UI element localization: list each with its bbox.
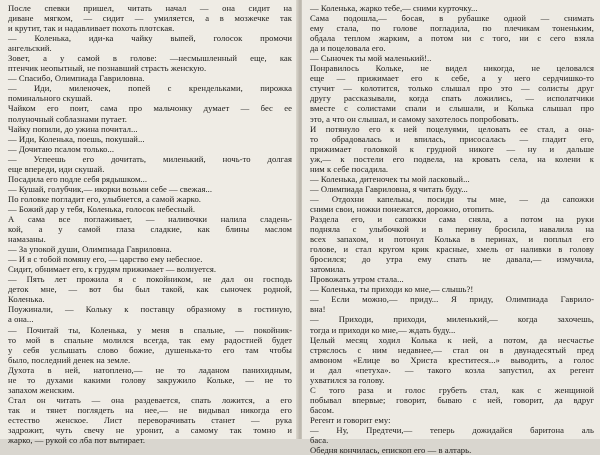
text-line: кой, а у самой глаза сладкие, как блины маслом bbox=[8, 224, 292, 235]
text-line: всех запахом, и потонул Колька в перинах, и поплыл его bbox=[310, 234, 594, 245]
text-line: — Дочитаю псалом только... bbox=[8, 143, 115, 154]
text-line: ангельский. bbox=[8, 43, 52, 54]
text-line: Понравилось Кольке, не видел никогда, не целовался bbox=[310, 63, 594, 74]
text-line: тогда и приходи ко мне,— ждать буду... bbox=[310, 324, 456, 335]
right-page bbox=[302, 0, 600, 455]
text-line: По головке погладит его, улыбнется, а самой жарко. bbox=[8, 193, 201, 204]
text-line: Сидит, обнимает его, к грудям прижимает — волнуется. bbox=[8, 264, 217, 275]
text-line: ухватился за голову. bbox=[310, 374, 385, 385]
text-line: — Сыночек ты мой маленький!.. bbox=[310, 53, 432, 64]
text-line: Зовет, а у самой в голове: —несмышленный еще, как bbox=[8, 53, 292, 64]
text-line: — Успеешь его дочитать, миленький, ночь-то долгая bbox=[8, 153, 292, 164]
text-line: то мой в спальне молился всегда, так ему радостней будет bbox=[8, 334, 292, 345]
text-line: побывал впервые; говорит, бываю с ней, говорит, да вдруг bbox=[310, 394, 594, 405]
text-line: Поужинали, — Кольку к поставцу образному в гостиную, bbox=[8, 304, 292, 315]
text-line: вна! bbox=[310, 304, 326, 315]
text-line: запахом женским. bbox=[8, 384, 75, 395]
text-line: задрожит, чуть свечу не уронит, а самому так томно и bbox=[8, 424, 292, 435]
text-line: — Иди, Коленька, поешь, покушай... bbox=[8, 133, 145, 144]
text-line: — Спасибо, Олимпиада Гавриловна. bbox=[8, 73, 145, 84]
text-line: — И я с тобой помяну его, — царство ему небесное. bbox=[8, 254, 203, 265]
text-line: — Почитай ты, Коленька, у меня в спальне, — покойник- bbox=[8, 324, 292, 335]
text-line: так и тянет поглядеть на нее,— не видывал никогда его bbox=[8, 404, 292, 415]
text-line: — Коленька, дитеночек ты мой ласковый... bbox=[310, 173, 470, 184]
text-line: Раздела его, и сапожки сама сняла, а потом на руки bbox=[310, 213, 594, 224]
text-line: И потянуло его к ней поцелуями, целовать ее стал, а она- bbox=[310, 123, 594, 134]
text-line: да и поцеловала его. bbox=[310, 43, 386, 54]
text-line: и крутит, так и надавливает похоть плотская. bbox=[8, 23, 175, 34]
text-line: — Если можно,— приду... Я приду, Олимпиада Гаврило- bbox=[310, 294, 594, 305]
text-line: не то духами какими голову закружило Кольке, — не то bbox=[8, 374, 292, 385]
text-line: а она... bbox=[8, 314, 34, 325]
text-line: басом. bbox=[310, 404, 335, 415]
text-line: было, последний денек на земле. bbox=[8, 354, 131, 365]
text-line: обдала теплом жарким, а потом ни с того, ни с сего взяла bbox=[310, 33, 594, 44]
text-line: сними свои, ножки понежатся, дорожно, отопить. bbox=[310, 203, 495, 214]
text-line: ним к себе посадила. bbox=[310, 163, 389, 174]
text-line: это, а что он слышал, и самому захотелось попробовать. bbox=[310, 113, 519, 124]
text-line: еще — прижимает его к себе, а у него сердчишко-то bbox=[310, 73, 594, 84]
text-line: диване мягком, — сидит — умиляется, а в мозжечке так bbox=[8, 13, 292, 24]
text-line: полуночный соблазнами путает. bbox=[8, 113, 127, 124]
text-line: После спевки пришел, читать начал — она сидит на bbox=[8, 3, 292, 13]
text-line: С того раза и голос грубеть стал, как с женщиной bbox=[310, 384, 594, 395]
text-line: уж,— к постели его подвела, на кровать села, на колени к bbox=[310, 153, 594, 164]
text-line: бросился; до утра ему спать не давала,— измучила, bbox=[310, 254, 594, 265]
text-line: Сама подошла,— босая, в рубашке одной — снимать bbox=[310, 13, 594, 24]
text-line: птенчик неопытный, не познавший страсть женскую. bbox=[8, 63, 207, 74]
text-line: Чайком его поит, сама про мальчонку думает — бес ее bbox=[8, 103, 292, 114]
text-line: затомила. bbox=[310, 264, 346, 275]
text-line: — Отдохни капелькы, посиди ты мне, — да сапожки bbox=[310, 193, 594, 204]
text-line: А сама все поглаживает, — наливочки налила сладень- bbox=[8, 213, 292, 224]
text-line: и дал «петуха». — такого козла запустил, ах регент bbox=[310, 364, 594, 375]
text-line: — Коленька, ты приходи ко мне,— слышь?! bbox=[310, 284, 474, 295]
text-line: — Кушай, голубчик,— икорки возьми себе — свежая... bbox=[8, 183, 213, 194]
text-line: баса. bbox=[310, 435, 329, 446]
text-line: жарко, — рукой со лба пот вытирает. bbox=[8, 435, 146, 446]
text-line: поминального скушай. bbox=[8, 93, 93, 104]
text-line: еще впереди, иди скушай. bbox=[8, 163, 105, 174]
text-line: Обедня кончилась, епископ его — в алтарь. bbox=[310, 445, 472, 455]
text-line: — Коленька, иди-ка чайку выпей, голосок промочи bbox=[8, 33, 292, 44]
text-line: естество женское. Лист переворачивать станет — рука bbox=[8, 414, 292, 425]
text-line: — Божий дар у тебя, Коленька, голосок небесный. bbox=[8, 203, 196, 214]
text-line: — Иди, миленочек, попей с крендельками, пирожка bbox=[8, 83, 292, 94]
text-line: — Пять лет прожила я с покойником, не дал он господь bbox=[8, 274, 292, 285]
text-line: амвоном «Елице во Христа креститеся...» выводить, а голос bbox=[310, 354, 594, 365]
text-line: стучит — колотится, только слышал про это — солисты друг bbox=[310, 83, 594, 94]
text-line: стряслось с ним недавнее,— стал он в двунадесятый пред bbox=[310, 344, 594, 355]
text-line: — Приходи, приходи, миленький,— когда захочешь, bbox=[310, 314, 594, 325]
text-line: Стал он читать — она раздевается, спать ложится, а его bbox=[8, 394, 292, 405]
text-line: то обрадовалась и впилась, присосалась — гладит его, bbox=[310, 133, 594, 144]
text-line: — Ну, Предтечи,— теперь дожидайся баритона аль bbox=[310, 424, 594, 435]
text-line: голове, и стал кругом крик красные, хмель от наливки в голову bbox=[310, 244, 594, 255]
text-line: Провожать утром стала... bbox=[310, 274, 404, 285]
left-page bbox=[0, 0, 298, 446]
text-line: — Олимпиада Гавриловна, я читать буду... bbox=[310, 183, 468, 194]
text-line: Регент и говорит ему: bbox=[310, 414, 391, 425]
text-line: деток мне, — вот бы был такой, как сыночек родной, bbox=[8, 284, 292, 295]
text-line: Чайку попили, до ужина почитал... bbox=[8, 123, 138, 134]
text-line: Посадила его подле себя рядышком... bbox=[8, 173, 148, 184]
text-line: Коленька. bbox=[8, 294, 45, 305]
text-line: — Коленька, жарко тебе,— сними курточку... bbox=[310, 3, 478, 13]
text-line: другу рассказывали, когда спать ложились, — исполатчики bbox=[310, 93, 594, 104]
text-line: подняла с улыбочкой и в перину бросила, навалила на bbox=[310, 224, 594, 235]
text-line: — За упокой души, Олимпиада Гавриловна. bbox=[8, 244, 172, 255]
text-line: вместе с солистами спали и слышали, и Колька слышал про bbox=[310, 103, 594, 114]
text-line: Целый месяц ходил Колька к ней, а потом, да несчастье bbox=[310, 334, 594, 345]
text-line: ему стала, по голове погладила, по плечикам тоненьким, bbox=[310, 23, 594, 34]
text-line: Духота в ней, натоплено,— не то ладаном панихидным, bbox=[8, 364, 292, 375]
text-line: у себя услышать слово божие, душенька-то его там чтобы bbox=[8, 344, 292, 355]
text-line: намазаны. bbox=[8, 234, 46, 245]
text-line: прижимает головкой к грудной никоге — ну и дальше bbox=[310, 143, 594, 154]
